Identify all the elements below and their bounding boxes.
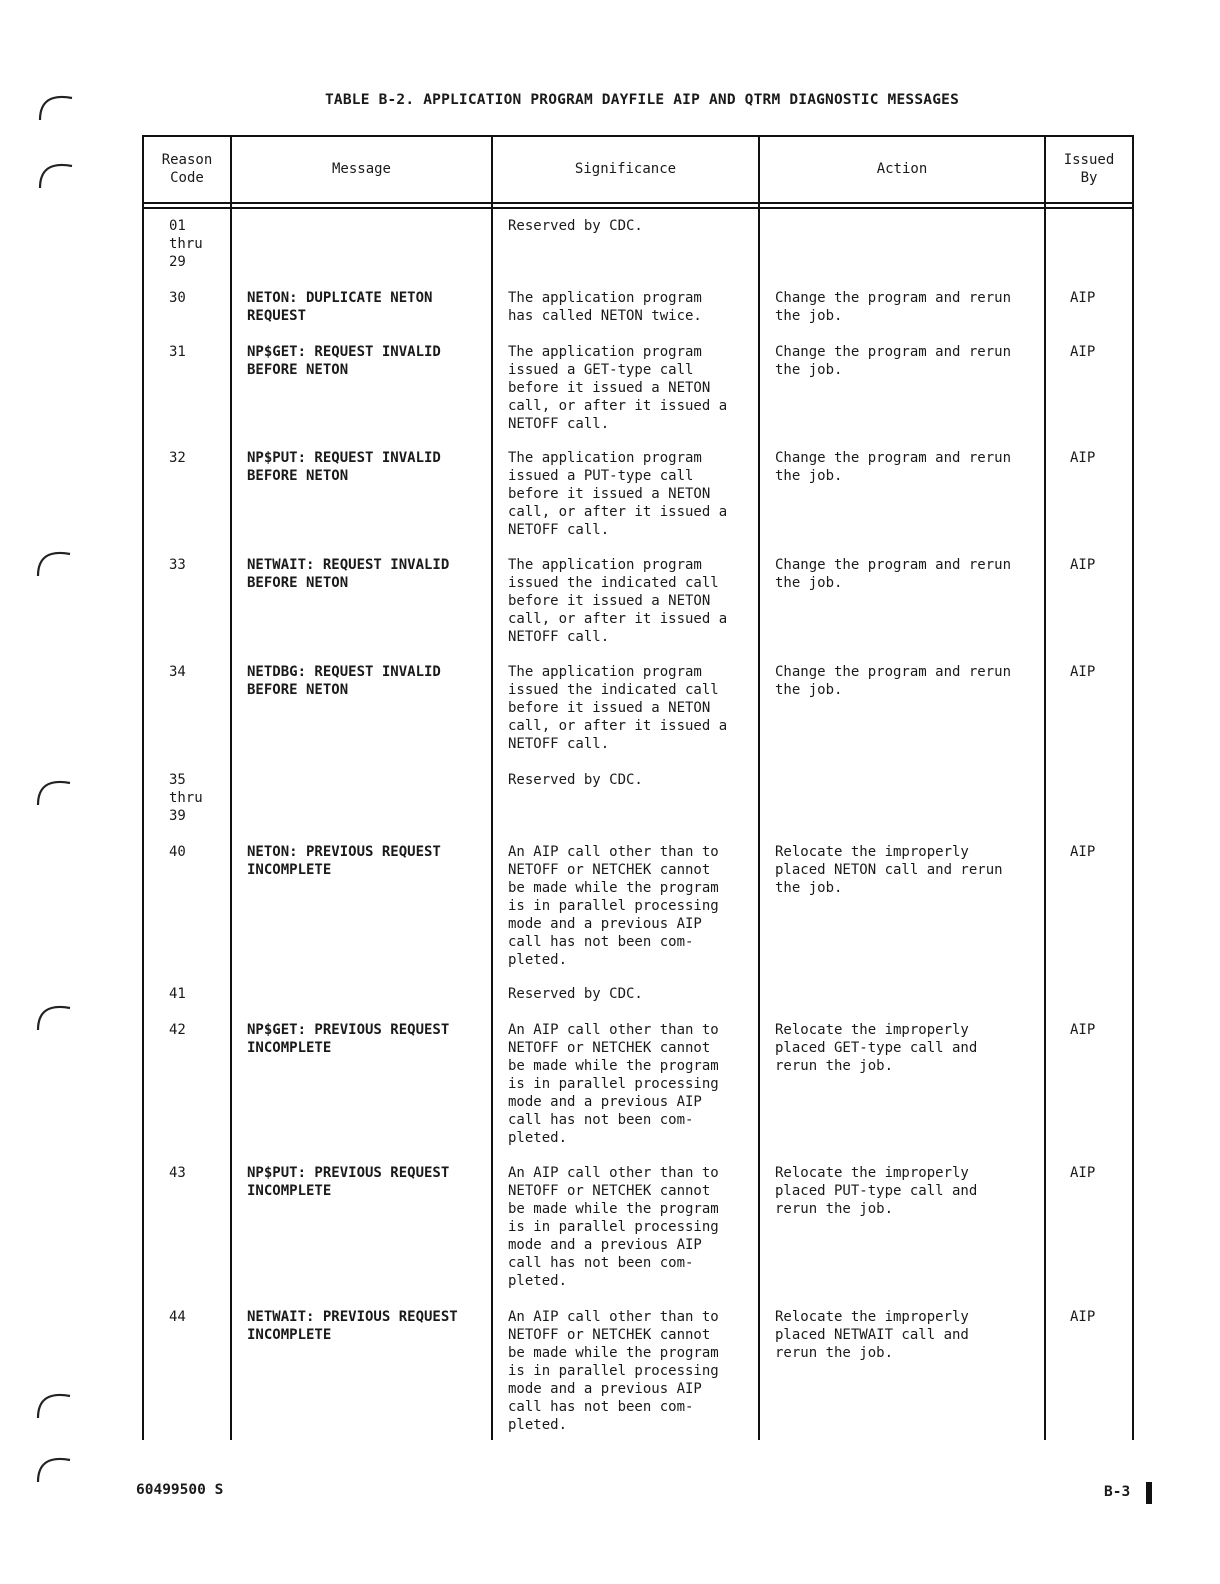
- reason-code: 35 thru 39: [169, 772, 203, 824]
- message: NETWAIT: REQUEST INVALID BEFORE NETON: [247, 557, 450, 591]
- message: NP$GET: PREVIOUS REQUEST INCOMPLETE: [247, 1022, 450, 1056]
- reason-code: 01 thru 29: [169, 218, 203, 270]
- message: NETON: PREVIOUS REQUEST INCOMPLETE: [247, 844, 441, 878]
- action: Change the program and rerun the job.: [775, 290, 1012, 324]
- action: Change the program and rerun the job.: [775, 344, 1012, 378]
- issued-by: AIP: [1070, 344, 1096, 360]
- significance: Reserved by CDC.: [508, 986, 643, 1002]
- message: NP$GET: REQUEST INVALID BEFORE NETON: [247, 344, 441, 378]
- significance: An AIP call other than to NETOFF or NETCHEK cannot be made while the program is in parallel processing mode and a previous AIP call has not been com- pleted.: [508, 1165, 719, 1289]
- header-message: Message: [331, 161, 391, 177]
- significance: An AIP call other than to NETOFF or NETCHEK cannot be made while the program is in parallel processing mode and a previous AIP call has not been com- pleted.: [508, 1022, 719, 1146]
- significance: The application program issued the indicated call before it issued a NETON call, or after it issued a NETOFF call.: [508, 664, 728, 752]
- reason-code: 40: [169, 844, 186, 860]
- action: Relocate the improperly placed NETON call and rerun the job.: [775, 844, 1003, 896]
- header-rule: [144, 202, 1132, 204]
- header-reason-code: Reason Code: [161, 152, 213, 186]
- action: Relocate the improperly placed PUT-type call and rerun the job.: [775, 1165, 978, 1217]
- issued-by: AIP: [1070, 664, 1096, 680]
- header-significance: Significance: [574, 161, 677, 177]
- issued-by: AIP: [1070, 1309, 1096, 1325]
- reason-code: 32: [169, 450, 186, 466]
- issued-by: AIP: [1070, 844, 1096, 860]
- reason-code: 43: [169, 1165, 186, 1181]
- reason-code: 42: [169, 1022, 186, 1038]
- reason-code: 41: [169, 986, 186, 1002]
- significance: The application program issued a GET-type call before it issued a NETON call, or after it issued a NETOFF call.: [508, 344, 728, 432]
- reason-code: 44: [169, 1309, 186, 1325]
- binder-hole-marks: [0, 0, 100, 1584]
- page-number: B-3: [1104, 1484, 1131, 1500]
- significance: The application program issued a PUT-type call before it issued a NETON call, or after it issued a NETOFF call.: [508, 450, 728, 538]
- document-number: 60499500 S: [136, 1482, 224, 1498]
- action: Change the program and rerun the job.: [775, 557, 1012, 591]
- action: Relocate the improperly placed GET-type call and rerun the job.: [775, 1022, 978, 1074]
- diagnostic-table: [142, 135, 1134, 1440]
- issued-by: AIP: [1070, 1165, 1096, 1181]
- reason-code: 34: [169, 664, 186, 680]
- column-divider: [230, 137, 232, 1440]
- significance: The application program issued the indicated call before it issued a NETON call, or after it issued a NETOFF call.: [508, 557, 728, 645]
- column-divider: [758, 137, 760, 1440]
- significance: Reserved by CDC.: [508, 772, 643, 788]
- message: NP$PUT: REQUEST INVALID BEFORE NETON: [247, 450, 441, 484]
- action: Change the program and rerun the job.: [775, 450, 1012, 484]
- issued-by: AIP: [1070, 290, 1096, 306]
- issued-by: AIP: [1070, 450, 1096, 466]
- message: NETON: DUPLICATE NETON REQUEST: [247, 290, 433, 324]
- significance: An AIP call other than to NETOFF or NETCHEK cannot be made while the program is in parallel processing mode and a previous AIP call has not been com- pleted.: [508, 844, 719, 968]
- column-divider: [491, 137, 493, 1440]
- significance: An AIP call other than to NETOFF or NETCHEK cannot be made while the program is in parallel processing mode and a previous AIP call has not been com- pleted.: [508, 1309, 719, 1433]
- revision-change-bar: [1146, 1482, 1152, 1504]
- table-title: TABLE B-2. APPLICATION PROGRAM DAYFILE AIP AND QTRM DIAGNOSTIC MESSAGES: [324, 92, 959, 108]
- message: NETWAIT: PREVIOUS REQUEST INCOMPLETE: [247, 1309, 458, 1343]
- message: NETDBG: REQUEST INVALID BEFORE NETON: [247, 664, 441, 698]
- header-rule: [144, 207, 1132, 209]
- column-divider: [1044, 137, 1046, 1440]
- action: Change the program and rerun the job.: [775, 664, 1012, 698]
- action: Relocate the improperly placed NETWAIT call and rerun the job.: [775, 1309, 969, 1361]
- reason-code: 30: [169, 290, 186, 306]
- reason-code: 33: [169, 557, 186, 573]
- message: NP$PUT: PREVIOUS REQUEST INCOMPLETE: [247, 1165, 450, 1199]
- header-action: Action: [876, 161, 928, 177]
- reason-code: 31: [169, 344, 186, 360]
- significance: Reserved by CDC.: [508, 218, 643, 234]
- issued-by: AIP: [1070, 557, 1096, 573]
- issued-by: AIP: [1070, 1022, 1096, 1038]
- header-issued-by: Issued By: [1063, 152, 1115, 186]
- significance: The application program has called NETON twice.: [508, 290, 702, 324]
